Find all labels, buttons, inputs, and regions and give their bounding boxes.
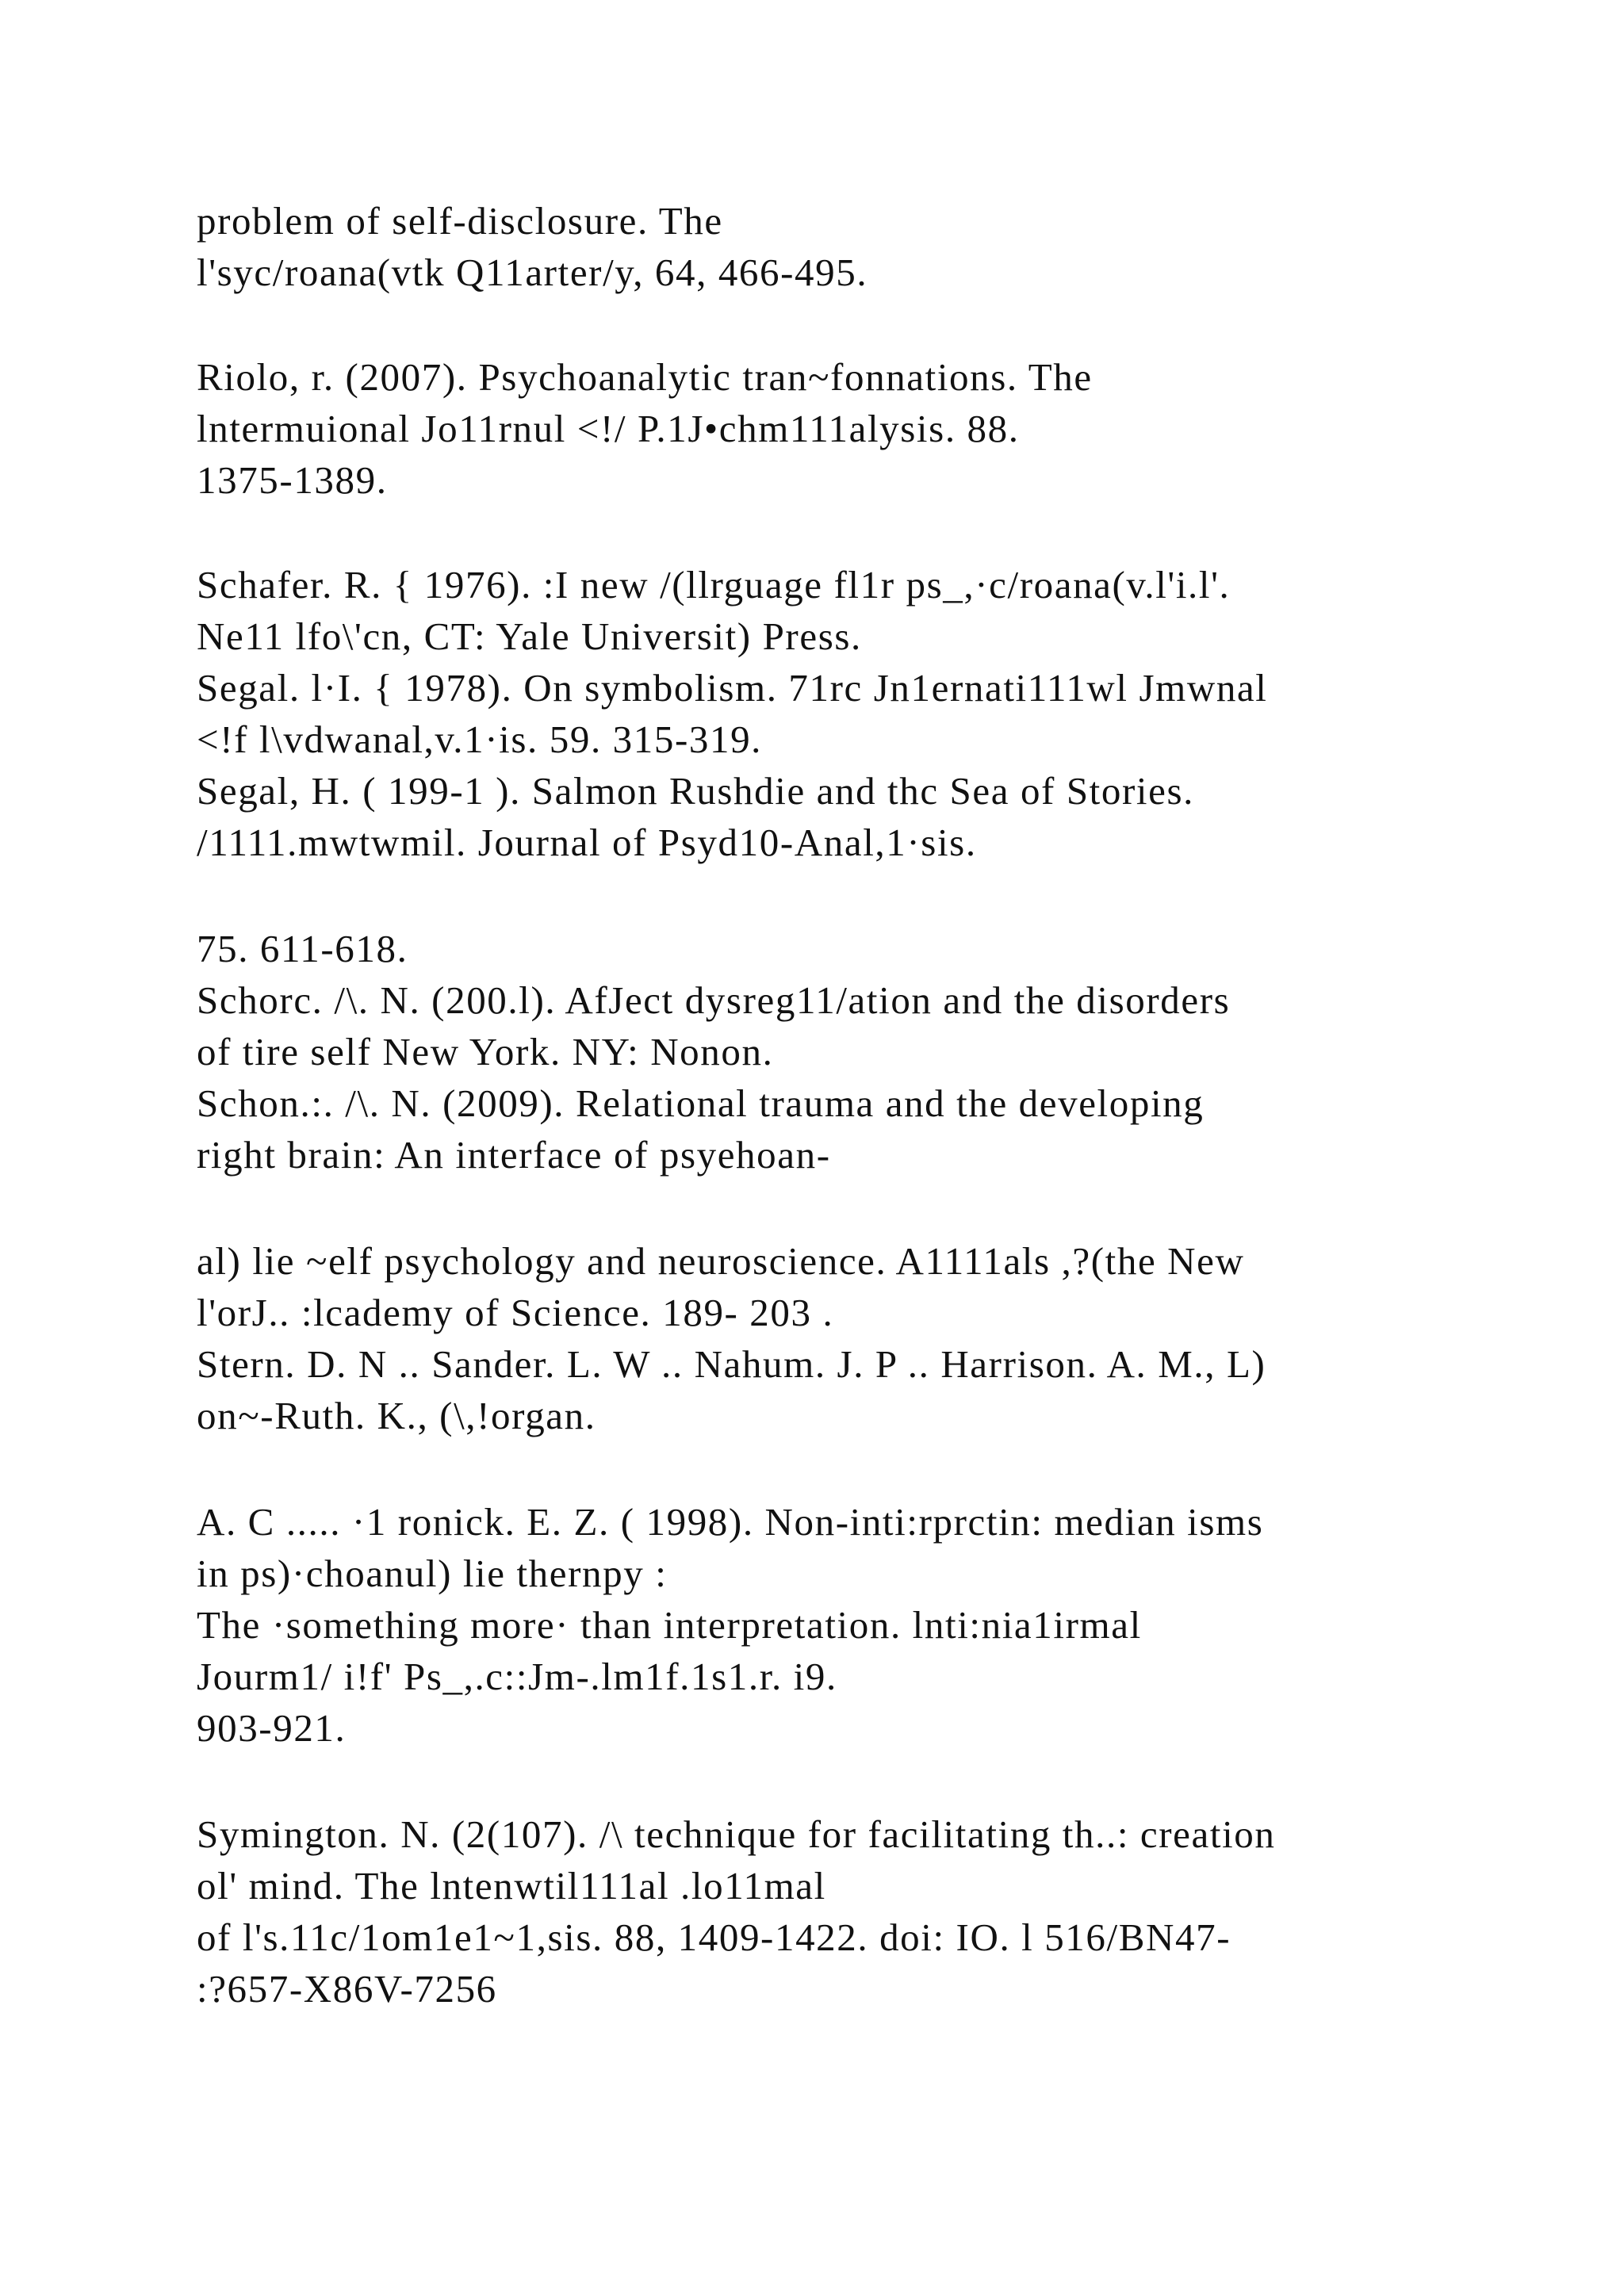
reference-block-4 xyxy=(197,923,1481,1181)
text-line: of tire self New York. NY: Nonon. xyxy=(197,1030,774,1073)
reference-block-5 xyxy=(197,1235,1481,1441)
text-line: Jourm1/ i!f' Ps_,.c::Jm-.lm1f.1s1.r. i9. xyxy=(197,1655,837,1698)
text-line: Stern. D. N .. Sander. L. W .. Nahum. J. P .. Harrison. A. M., L) xyxy=(197,1342,1266,1386)
text-line: on~-Ruth. K., (\,!organ. xyxy=(197,1394,596,1437)
text-line: The ·something more· than interpretation. lnti:nia1irmal xyxy=(197,1603,1142,1647)
text-line: Symington. N. (2(107). /\ technique for facilitating th..: creation xyxy=(197,1812,1276,1856)
text-line: :?657-X86V-7256 xyxy=(197,1967,497,2011)
text-line: Schon.:. /\. N. (2009). Relational trauma and the developing xyxy=(197,1081,1205,1125)
reference-block-7 xyxy=(197,1808,1481,2015)
text-line: A. C ..... ·1 ronick. E. Z. ( 1998). Non-inti:rprctin: median isms xyxy=(197,1500,1264,1544)
text-line: Segal. l·I. { 1978). On symbolism. 71rc Jn1ernati111wl Jmwnal xyxy=(197,666,1268,710)
text-line: <!f l\vdwanal,v.1·is. 59. 315-319. xyxy=(197,718,763,761)
text-line: al) lie ~elf psychology and neuroscience. A1111als ,?(the New xyxy=(197,1239,1245,1283)
text-line: l'orJ.. :lcademy of Science. 189- 203 . xyxy=(197,1291,834,1334)
text-line: Segal, H. ( 199-1 ). Salmon Rushdie and thc Sea of Stories. xyxy=(197,769,1194,813)
text-line: in ps)·choanul) lie thernpy : xyxy=(197,1552,668,1595)
text-line: l'syc/roana(vtk Q11arter/y, 64, 466-495. xyxy=(197,251,868,294)
text-line: 1375-1389. xyxy=(197,458,388,502)
reference-block-2 xyxy=(197,351,1481,506)
text-line: right brain: An interface of psyehoan- xyxy=(197,1133,831,1177)
text-line: of l's.11c/1om1e1~1,sis. 88, 1409-1422. doi: IO. l 516/BN47- xyxy=(197,1915,1231,1959)
text-line: ol' mind. The lntenwtil111al .lo11mal xyxy=(197,1864,826,1908)
text-line: /1111.mwtwmil. Journal of Psyd10-Anal,1·sis. xyxy=(197,821,977,864)
text-line: Riolo, r. (2007). Psychoanalytic tran~fonnations. The xyxy=(197,355,1093,399)
text-line: 75. 611-618. xyxy=(197,927,408,970)
reference-block-3 xyxy=(197,559,1481,868)
text-line: lntermuional Jo11rnul <!/ P.1J•chm111alysis. 88. xyxy=(197,407,1020,450)
text-line: problem of self-disclosure. The xyxy=(197,199,723,243)
text-line: Schafer. R. { 1976). :I new /(llrguage fl1r ps_,·c/roana(v.l'i.l'. xyxy=(197,563,1231,607)
text-line: Schorc. /\. N. (200.l). AfJect dysreg11/ation and the disorders xyxy=(197,978,1231,1022)
text-line: 903-921. xyxy=(197,1706,347,1750)
reference-block-6 xyxy=(197,1496,1481,1754)
text-line: Ne11 lfo\'cn, CT: Yale Universit) Press. xyxy=(197,614,862,658)
reference-block-1 xyxy=(197,195,1481,298)
